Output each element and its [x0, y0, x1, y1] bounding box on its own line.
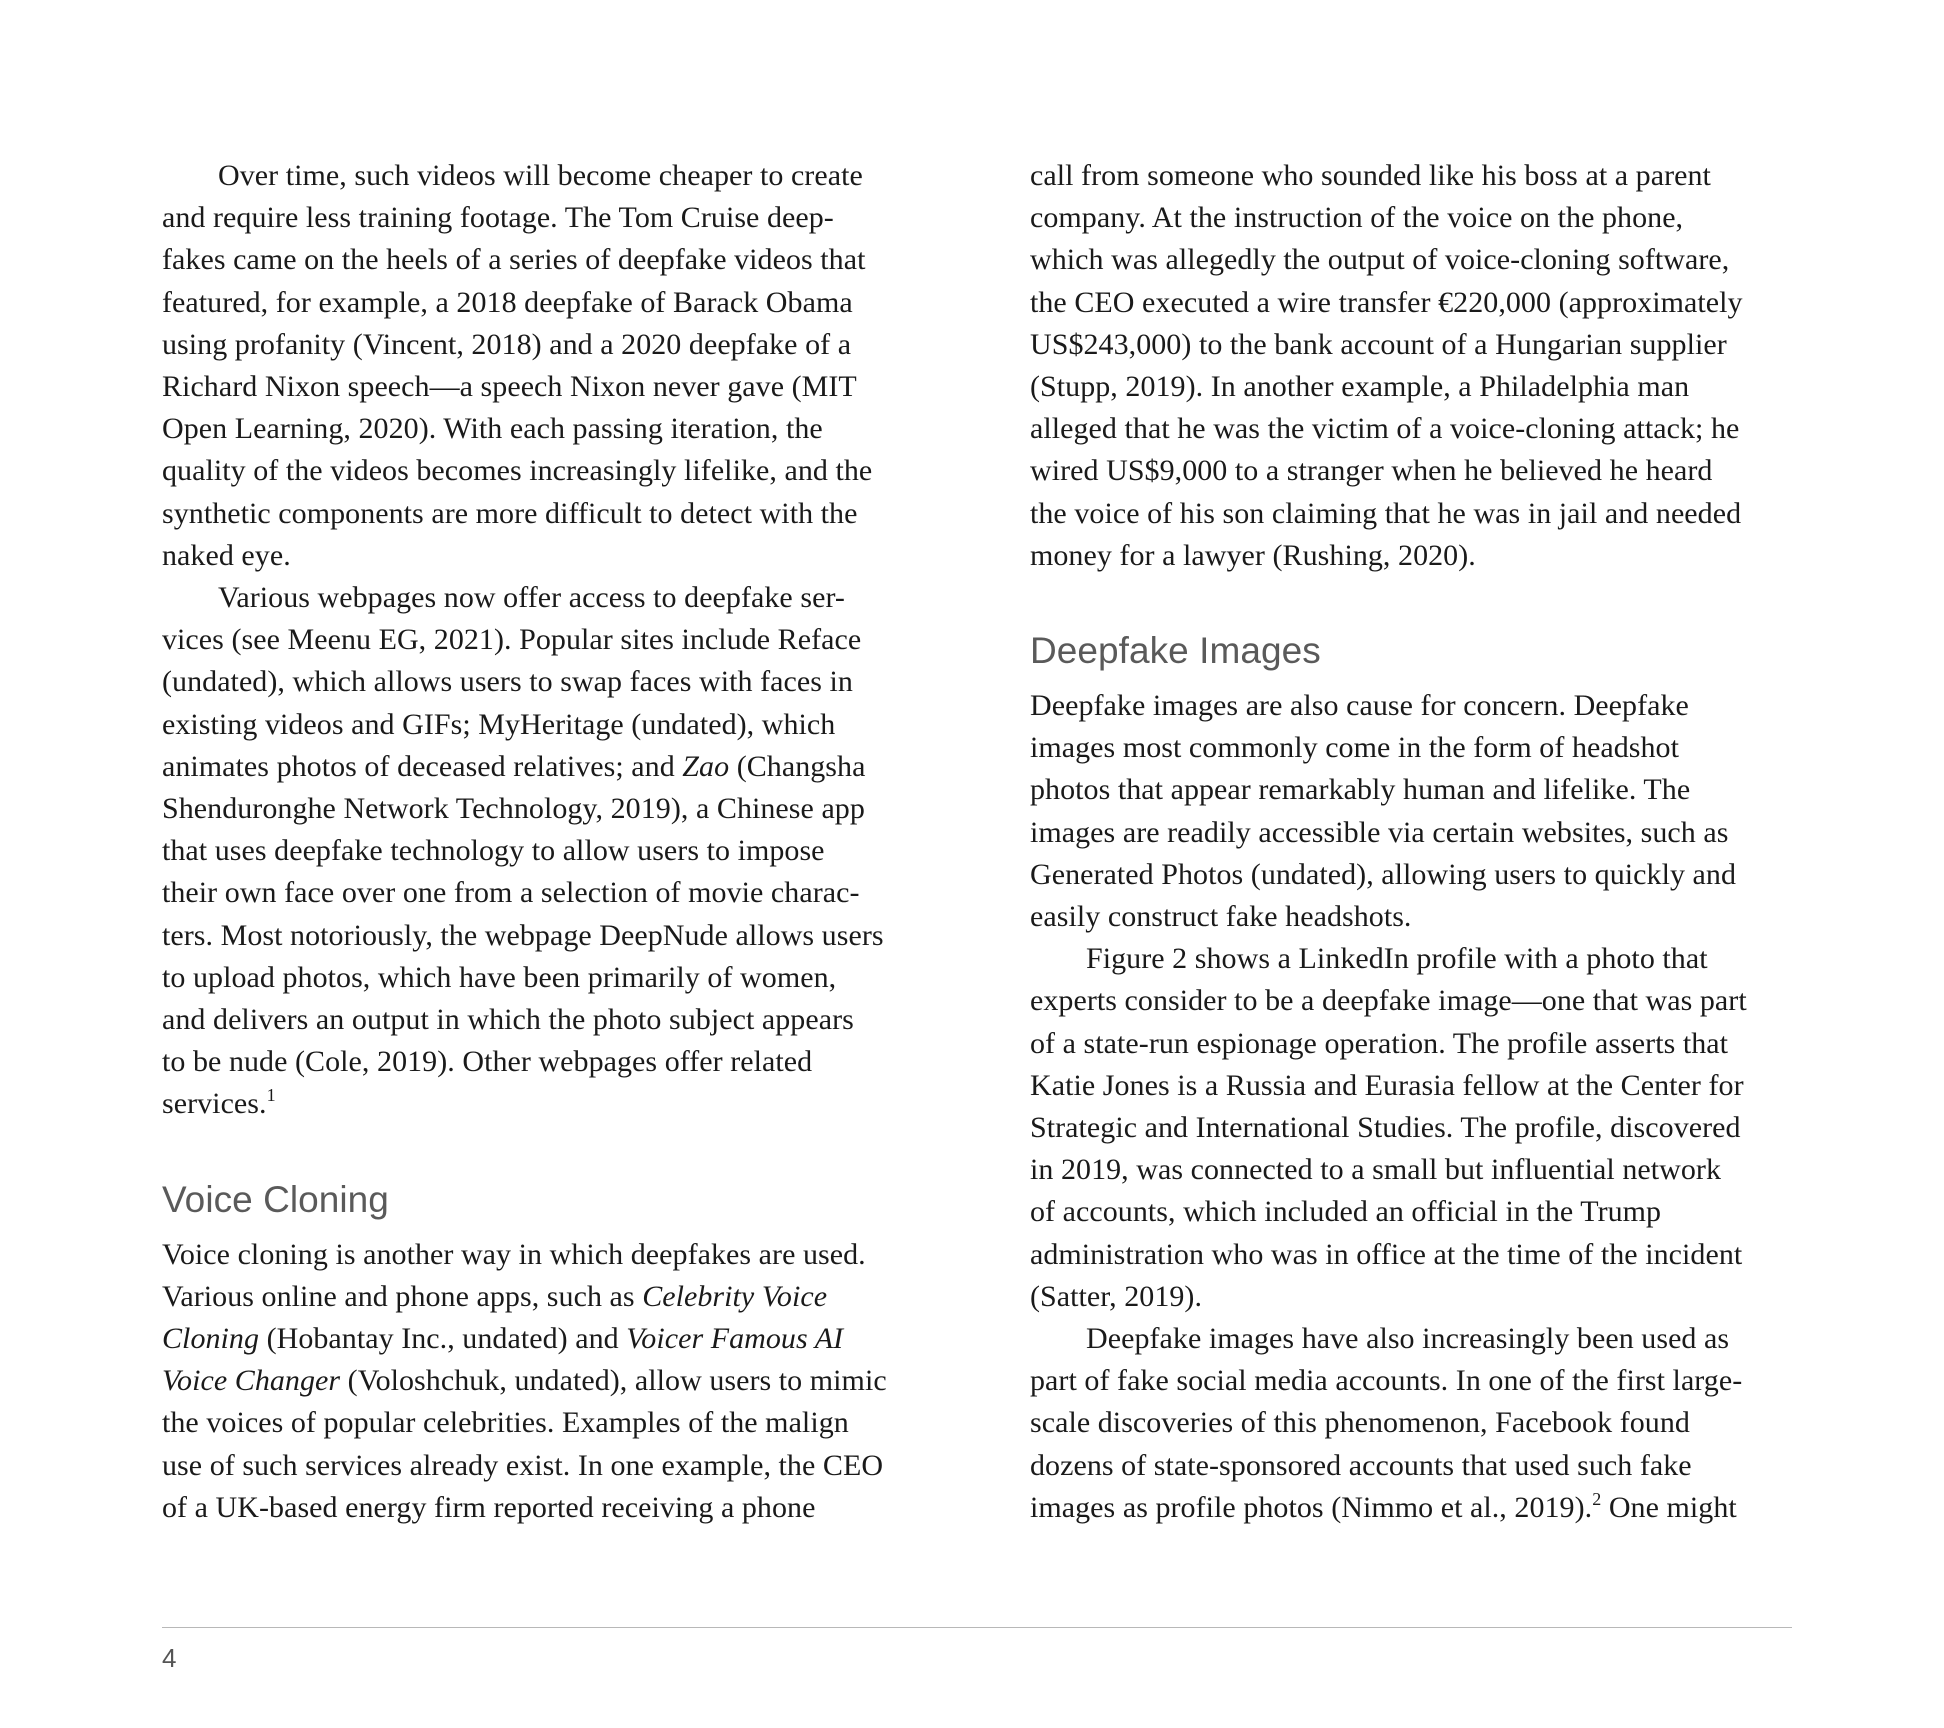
- text-line: Various webpages now offer access to deepfake ser-: [218, 581, 845, 615]
- section-heading-voice-cloning-box: [162, 1173, 922, 1227]
- text-line: Voice cloning is another way in which deepfakes are used.: [162, 1237, 866, 1271]
- text-run: services.: [162, 1087, 267, 1121]
- text-line: [162, 1360, 922, 1402]
- text-line: experts consider to be a deepfake image—one that was part: [1030, 984, 1747, 1018]
- text-run: (Hobantay Inc., undated) and: [259, 1322, 627, 1356]
- text-line: money for a lawyer (Rushing, 2020).: [1030, 538, 1476, 572]
- text-line: images most commonly come in the form of headshot: [1030, 731, 1679, 765]
- text-line: Deepfake images have also increasingly been used as: [1086, 1322, 1730, 1356]
- text-line: naked eye.: [162, 538, 291, 572]
- section-heading-voice-cloning: Voice Cloning: [162, 1178, 389, 1220]
- paragraph-tom-cruise: [162, 155, 922, 577]
- text-run: One might: [1601, 1490, 1737, 1524]
- text-line: [162, 1083, 922, 1125]
- text-line: their own face over one from a selection of movie charac-: [162, 876, 860, 910]
- text-line: use of such services already exist. In one example, the CEO: [162, 1448, 884, 1482]
- text-line: which was allegedly the output of voice-cloning software,: [1030, 243, 1730, 277]
- text-line: of a state-run espionage operation. The profile asserts that: [1030, 1026, 1729, 1060]
- footnote-ref-2[interactable]: 2: [1592, 1488, 1602, 1509]
- text-line: wired US$9,000 to a stranger when he believed he heard: [1030, 454, 1713, 488]
- text-line: dozens of state-sponsored accounts that used such fake: [1030, 1448, 1692, 1482]
- right-column: [1030, 155, 1805, 1529]
- paragraph-figure-2: [1030, 938, 1805, 1318]
- text-line: ters. Most notoriously, the webpage DeepNude allows users: [162, 918, 884, 952]
- app-name: Celebrity Voice: [642, 1279, 828, 1313]
- app-name: Cloning: [162, 1322, 260, 1356]
- text-line: Over time, such videos will become cheaper to create: [218, 159, 863, 192]
- text-line: company. At the instruction of the voice on the phone,: [1030, 201, 1684, 235]
- text-line: US$243,000) to the bank account of a Hungarian supplier: [1030, 327, 1727, 361]
- text-line: and delivers an output in which the photo subject appears: [162, 1003, 854, 1037]
- paragraph-voice-cloning: [162, 1234, 922, 1529]
- text-line: Richard Nixon speech—a speech Nixon never gave (MIT: [162, 370, 857, 404]
- spacer: [1030, 577, 1805, 624]
- text-line: [162, 746, 922, 788]
- text-line: quality of the videos becomes increasingly lifelike, and the: [162, 454, 873, 488]
- section-heading-deepfake-images-box: [1030, 624, 1805, 678]
- text-line: synthetic components are more difficult to detect with the: [162, 496, 858, 530]
- text-line: that uses deepfake technology to allow users to impose: [162, 834, 825, 868]
- text-line: vices (see Meenu EG, 2021). Popular sites include Reface: [162, 623, 862, 657]
- text-line: in 2019, was connected to a small but influential network: [1030, 1153, 1722, 1187]
- text-run: (Voloshchuk, undated), allow users to mimic: [340, 1364, 887, 1398]
- text-line: Open Learning, 2020). With each passing iteration, the: [162, 412, 823, 446]
- paragraph-deepfake-images: [1030, 685, 1805, 938]
- text-line: using profanity (Vincent, 2018) and a 2020 deepfake of a: [162, 327, 852, 361]
- text-line: Katie Jones is a Russia and Eurasia fellow at the Center for: [1030, 1068, 1744, 1102]
- text-line: photos that appear remarkably human and lifelike. The: [1030, 773, 1691, 807]
- left-column: [162, 155, 922, 1529]
- text-line: the voice of his son claiming that he was in jail and needed: [1030, 496, 1742, 530]
- text-line: [1030, 1487, 1805, 1529]
- paragraph-ceo-call: [1030, 155, 1805, 577]
- app-name: Voicer Famous AI: [626, 1322, 844, 1356]
- text-line: call from someone who sounded like his boss at a parent: [1030, 159, 1711, 192]
- text-line: to be nude (Cole, 2019). Other webpages offer related: [162, 1045, 813, 1079]
- text-line: the CEO executed a wire transfer €220,000 (approximately: [1030, 285, 1743, 319]
- text-line: existing videos and GIFs; MyHeritage (undated), which: [162, 707, 836, 741]
- text-line: Shenduronghe Network Technology, 2019), a Chinese app: [162, 792, 865, 826]
- text-line: featured, for example, a 2018 deepfake of Barack Obama: [162, 285, 853, 319]
- text-line: easily construct fake headshots.: [1030, 900, 1412, 934]
- text-run: (Changsha: [729, 749, 866, 783]
- text-run: images as profile photos (Nimmo et al., 2019).: [1030, 1490, 1593, 1524]
- text-line: the voices of popular celebrities. Examples of the malign: [162, 1406, 849, 1440]
- text-run: animates photos of deceased relatives; and: [162, 749, 683, 783]
- paragraph-social-media: [1030, 1318, 1805, 1529]
- text-run: Various online and phone apps, such as: [162, 1279, 643, 1313]
- section-heading-deepfake-images: Deepfake Images: [1030, 630, 1321, 672]
- text-line: (Stupp, 2019). In another example, a Philadelphia man: [1030, 370, 1690, 404]
- text-line: images are readily accessible via certain websites, such as: [1030, 815, 1729, 849]
- text-line: [162, 1276, 922, 1318]
- text-line: part of fake social media accounts. In one of the first large-: [1030, 1364, 1743, 1398]
- text-line: of accounts, which included an official in the Trump: [1030, 1195, 1662, 1229]
- text-line: alleged that he was the victim of a voice-cloning attack; he: [1030, 412, 1740, 446]
- app-name-zao: Zao: [682, 749, 730, 783]
- text-line: (Satter, 2019).: [1030, 1279, 1203, 1313]
- paragraph-webpages: [162, 577, 922, 1126]
- text-line: (undated), which allows users to swap faces with faces in: [162, 665, 853, 699]
- footer-divider: [162, 1627, 1792, 1628]
- text-line: fakes came on the heels of a series of deepfake videos that: [162, 243, 866, 277]
- text-line: [162, 1318, 922, 1360]
- text-line: Deepfake images are also cause for concern. Deepfake: [1030, 689, 1689, 723]
- text-line: of a UK-based energy firm reported receiving a phone: [162, 1490, 816, 1524]
- app-name: Voice Changer: [162, 1364, 341, 1398]
- text-line: Figure 2 shows a LinkedIn profile with a photo that: [1086, 942, 1708, 976]
- text-line: scale discoveries of this phenomenon, Facebook found: [1030, 1406, 1690, 1440]
- footnote-ref-1[interactable]: 1: [266, 1085, 276, 1106]
- text-line: and require less training footage. The Tom Cruise deep-: [162, 201, 834, 235]
- spacer: [162, 1126, 922, 1173]
- text-line: to upload photos, which have been primarily of women,: [162, 960, 837, 994]
- text-line: Strategic and International Studies. The profile, discovered: [1030, 1111, 1741, 1145]
- page-number: 4: [162, 1643, 177, 1673]
- text-line: Generated Photos (undated), allowing users to quickly and: [1030, 857, 1737, 891]
- text-line: administration who was in office at the time of the incident: [1030, 1237, 1743, 1271]
